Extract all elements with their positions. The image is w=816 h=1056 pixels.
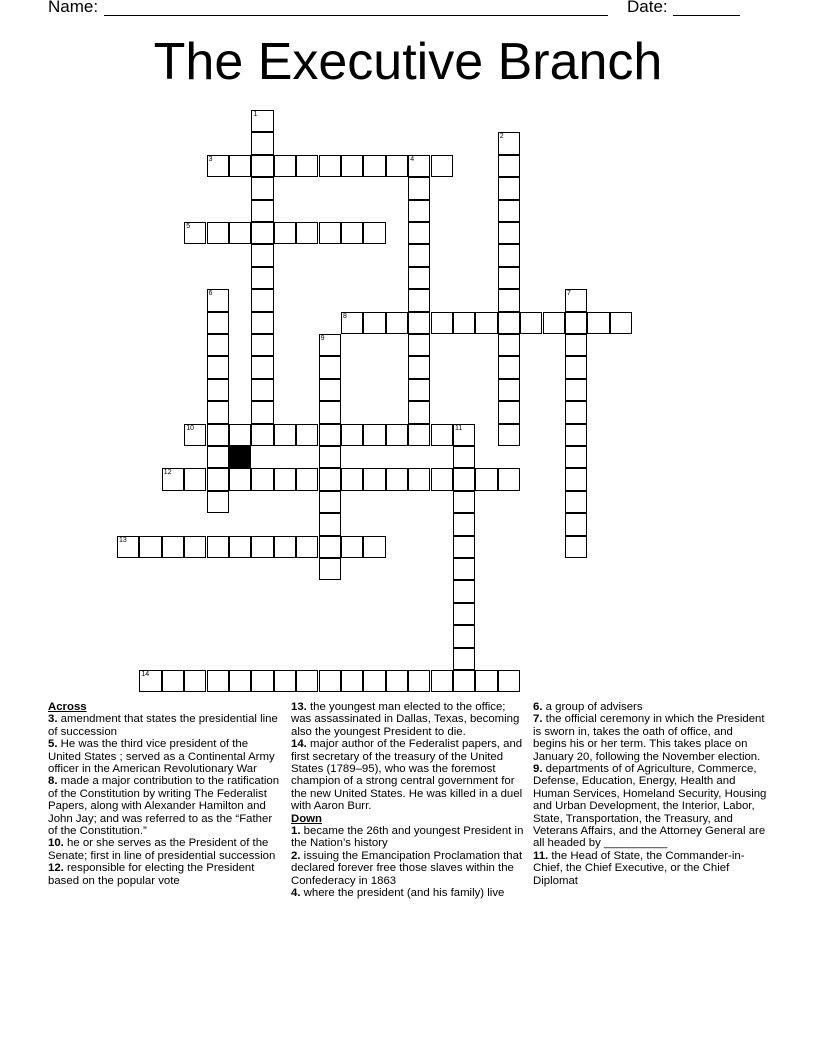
clue-number: 12: [163, 469, 172, 477]
grid-cell[interactable]: [408, 424, 430, 446]
grid-cell[interactable]: [565, 379, 587, 401]
grid-cell[interactable]: [139, 670, 161, 692]
across-clue: [291, 738, 526, 812]
clue-text: responsible for electing the President based on the popular vote: [48, 862, 255, 887]
grid-cell[interactable]: [184, 670, 206, 692]
grid-cell[interactable]: [162, 670, 184, 692]
grid-cell[interactable]: [498, 244, 520, 266]
across-clue: [291, 701, 526, 738]
grid-cell[interactable]: [139, 536, 161, 558]
grid-cell[interactable]: [251, 132, 273, 154]
grid-cell[interactable]: [207, 468, 229, 490]
grid-cell[interactable]: [453, 468, 475, 490]
grid-cell[interactable]: [319, 222, 341, 244]
grid-cell[interactable]: [363, 155, 385, 177]
grid-cell[interactable]: [274, 670, 296, 692]
grid-cell[interactable]: [207, 536, 229, 558]
grid-block: [229, 446, 251, 468]
grid-cell[interactable]: [296, 155, 318, 177]
grid-cell[interactable]: [498, 401, 520, 423]
grid-cell[interactable]: [498, 312, 520, 334]
grid-cell[interactable]: [319, 491, 341, 513]
down-clue: [533, 850, 768, 887]
clue-num: 4.: [291, 887, 301, 900]
grid-cell[interactable]: [498, 379, 520, 401]
clue-text: where the president (and his family) live: [300, 887, 505, 900]
grid-cell[interactable]: [408, 468, 430, 490]
grid-cell[interactable]: [229, 468, 251, 490]
grid-cell[interactable]: [207, 670, 229, 692]
grid-cell[interactable]: [431, 155, 453, 177]
clue-text: made a major contribution to the ratification of the Constitution by writing The Federalist Papers, along with Alexander Hamilton and John Jay; and was referred to as the “Father of the Constitution.”: [48, 775, 280, 838]
across-clue: [48, 738, 280, 775]
grid-cell[interactable]: [587, 312, 609, 334]
grid-cell[interactable]: [341, 312, 363, 334]
grid-cell[interactable]: [386, 312, 408, 334]
grid-cell[interactable]: [319, 558, 341, 580]
grid-cell[interactable]: [408, 267, 430, 289]
grid-cell[interactable]: [408, 289, 430, 311]
grid-cell[interactable]: [251, 155, 273, 177]
grid-cell[interactable]: [229, 424, 251, 446]
grid-cell[interactable]: [610, 312, 632, 334]
grid-cell[interactable]: [565, 289, 587, 311]
down-clue: [291, 825, 526, 850]
grid-cell[interactable]: [565, 424, 587, 446]
grid-cell[interactable]: [453, 536, 475, 558]
clue-number: 6: [208, 290, 213, 298]
grid-cell[interactable]: [565, 356, 587, 378]
clue-text: the youngest man elected to the office; was assassinated in Dallas, Texas, becoming also the youngest President to die.: [291, 701, 520, 738]
clue-text: the Head of State, the Commander-in-Chief, the Chief Executive, or the Chief Diplomat: [533, 849, 745, 887]
grid-cell[interactable]: [498, 468, 520, 490]
across-clue: [48, 862, 280, 887]
clues-column-1: [48, 701, 280, 887]
down-clue: [291, 850, 526, 887]
grid-cell[interactable]: [319, 670, 341, 692]
grid-cell[interactable]: [229, 536, 251, 558]
grid-cell[interactable]: [475, 670, 497, 692]
grid-cell[interactable]: [341, 155, 363, 177]
grid-cell[interactable]: [251, 379, 273, 401]
grid-cell[interactable]: [251, 312, 273, 334]
grid-cell[interactable]: [251, 424, 273, 446]
clue-num: 8.: [48, 775, 58, 788]
page-title: The Executive Branch: [153, 33, 663, 91]
grid-cell[interactable]: [453, 491, 475, 513]
grid-cell[interactable]: [207, 312, 229, 334]
grid-cell[interactable]: [498, 177, 520, 199]
clue-text: He was the third vice president of the United States ; served as a Continental Army officer in the American Revolutionary War: [48, 738, 275, 776]
clue-number: 4: [410, 155, 415, 163]
grid-cell[interactable]: [498, 200, 520, 222]
grid-cell[interactable]: [363, 222, 385, 244]
grid-cell[interactable]: [498, 289, 520, 311]
grid-cell[interactable]: [498, 132, 520, 154]
grid-cell[interactable]: [207, 379, 229, 401]
grid-cell[interactable]: [363, 536, 385, 558]
grid-cell[interactable]: [251, 334, 273, 356]
grid-cell[interactable]: [386, 424, 408, 446]
grid-cell[interactable]: [251, 536, 273, 558]
across-clue: [48, 775, 280, 837]
grid-cell[interactable]: [319, 536, 341, 558]
grid-cell[interactable]: [543, 312, 565, 334]
grid-cell[interactable]: [408, 312, 430, 334]
grid-cell[interactable]: [251, 110, 273, 132]
grid-cell[interactable]: [363, 468, 385, 490]
grid-cell[interactable]: [475, 468, 497, 490]
grid-cell[interactable]: [319, 513, 341, 535]
grid-cell[interactable]: [319, 401, 341, 423]
clue-text: major author of the Federalist papers, and first secretary of the treasury of the United States (1789–95), who was the foremost champion of a strong central government for the new United States. He was killed in a duel with Aaron Burr.: [291, 738, 523, 813]
name-label: Name:: [48, 0, 99, 16]
grid-cell[interactable]: [319, 424, 341, 446]
grid-cell[interactable]: [117, 536, 139, 558]
grid-cell[interactable]: [184, 536, 206, 558]
grid-cell[interactable]: [431, 424, 453, 446]
clue-num: 11.: [533, 849, 549, 862]
grid-cell[interactable]: [453, 558, 475, 580]
grid-cell[interactable]: [363, 312, 385, 334]
grid-cell[interactable]: [498, 670, 520, 692]
grid-cell[interactable]: [207, 424, 229, 446]
grid-cell[interactable]: [453, 603, 475, 625]
grid-cell[interactable]: [565, 536, 587, 558]
grid-cell[interactable]: [251, 670, 273, 692]
grid-cell[interactable]: [251, 401, 273, 423]
down-heading: Down: [291, 812, 323, 825]
clue-text: amendment that states the presidential line of succession: [48, 713, 278, 738]
grid-cell[interactable]: [565, 491, 587, 513]
clue-number: 5: [186, 223, 191, 230]
down-clue: [533, 713, 768, 763]
grid-cell[interactable]: [162, 468, 184, 490]
clue-text: he or she serves as the President of the Senate; first in line of presidential succession: [48, 837, 276, 862]
grid-cell[interactable]: [475, 312, 497, 334]
across-heading: Across: [48, 701, 87, 713]
grid-cell[interactable]: [319, 155, 341, 177]
grid-cell[interactable]: [341, 670, 363, 692]
grid-cell[interactable]: [431, 468, 453, 490]
across-clue: [48, 713, 280, 738]
grid-cell[interactable]: [408, 244, 430, 266]
grid-cell[interactable]: [453, 648, 475, 670]
grid-cell[interactable]: [229, 155, 251, 177]
grid-cell[interactable]: [207, 222, 229, 244]
grid-cell[interactable]: [408, 200, 430, 222]
grid-cell[interactable]: [408, 356, 430, 378]
grid-cell[interactable]: [341, 468, 363, 490]
grid-cell[interactable]: [251, 356, 273, 378]
grid-cell[interactable]: [431, 670, 453, 692]
grid-cell[interactable]: [184, 424, 206, 446]
grid-cell[interactable]: [319, 356, 341, 378]
clue-number: 3: [208, 155, 213, 163]
clues-column-3: [533, 701, 768, 887]
grid-cell[interactable]: [319, 446, 341, 468]
grid-cell[interactable]: [386, 468, 408, 490]
clue-text: departments of of Agriculture, Commerce, Defense, Education, Energy, Health and Human Services, Homeland Security, Housing and Urban Development, the Interior, Labor, State, Transportation, the Treasury, and Veterans Affairs, and the Attorney General are all headed by __________: [533, 763, 767, 850]
grid-cell[interactable]: [453, 513, 475, 535]
grid-cell[interactable]: [229, 222, 251, 244]
grid-cell[interactable]: [386, 155, 408, 177]
grid-cell[interactable]: [453, 446, 475, 468]
grid-cell[interactable]: [408, 334, 430, 356]
grid-cell[interactable]: [341, 536, 363, 558]
grid-cell[interactable]: [453, 580, 475, 602]
grid-cell[interactable]: [565, 401, 587, 423]
grid-cell[interactable]: [565, 513, 587, 535]
grid-cell[interactable]: [207, 491, 229, 513]
grid-cell[interactable]: [565, 312, 587, 334]
grid-cell[interactable]: [408, 379, 430, 401]
grid-cell[interactable]: [453, 424, 475, 446]
grid-cell[interactable]: [408, 401, 430, 423]
grid-cell[interactable]: [498, 356, 520, 378]
grid-cell[interactable]: [386, 670, 408, 692]
grid-cell[interactable]: [363, 424, 385, 446]
grid-cell[interactable]: [498, 222, 520, 244]
clue-number: 1: [253, 111, 258, 118]
grid-cell[interactable]: [565, 334, 587, 356]
grid-cell[interactable]: [162, 536, 184, 558]
grid-cell[interactable]: [408, 222, 430, 244]
clue-num: 10.: [48, 837, 64, 850]
clue-text: issuing the Emancipation Proclamation that declared forever free those slaves within the Confederacy in 1863: [291, 849, 523, 887]
grid-cell[interactable]: [274, 424, 296, 446]
grid-cell[interactable]: [296, 670, 318, 692]
grid-cell[interactable]: [207, 356, 229, 378]
grid-cell[interactable]: [565, 468, 587, 490]
grid-cell[interactable]: [498, 155, 520, 177]
clue-number: 9: [320, 335, 325, 342]
clue-num: 6.: [533, 701, 543, 713]
grid-cell[interactable]: [229, 670, 251, 692]
clue-num: 2.: [291, 849, 301, 862]
grid-cell[interactable]: [207, 446, 229, 468]
grid-cell[interactable]: [251, 222, 273, 244]
clue-number: 2: [499, 133, 504, 141]
down-clue: [533, 701, 768, 713]
clue-number: 11: [455, 424, 463, 432]
clue-number: 13: [119, 536, 127, 544]
clue-num: 14.: [291, 738, 307, 751]
down-clue: [533, 763, 768, 850]
across-clue: [48, 837, 280, 862]
grid-cell[interactable]: [296, 536, 318, 558]
grid-cell[interactable]: [296, 424, 318, 446]
grid-cell[interactable]: [251, 177, 273, 199]
grid-cell[interactable]: [251, 267, 273, 289]
grid-cell[interactable]: [251, 200, 273, 222]
grid-cell[interactable]: [498, 334, 520, 356]
grid-cell[interactable]: [453, 312, 475, 334]
grid-cell[interactable]: [207, 401, 229, 423]
grid-cell[interactable]: [408, 177, 430, 199]
grid-cell[interactable]: [274, 536, 296, 558]
grid-cell[interactable]: [274, 222, 296, 244]
clue-text: the official ceremony in which the President is sworn in, takes the oath of office, and begins his or her term. This takes place on January 20, following the November election.: [533, 713, 765, 763]
grid-cell[interactable]: [498, 424, 520, 446]
grid-cell[interactable]: [319, 334, 341, 356]
grid-cell[interactable]: [274, 155, 296, 177]
clue-text: a group of advisers: [542, 701, 643, 713]
grid-cell[interactable]: [520, 312, 542, 334]
grid-cell[interactable]: [408, 155, 430, 177]
clue-num: 12.: [48, 862, 64, 875]
grid-cell[interactable]: [363, 670, 385, 692]
date-label: Date:: [627, 0, 668, 16]
grid-cell[interactable]: [207, 334, 229, 356]
grid-cell[interactable]: [498, 267, 520, 289]
clues-column-2: [291, 701, 526, 900]
clue-number: 14: [141, 671, 150, 678]
grid-cell[interactable]: [184, 468, 206, 490]
clue-number: 7: [567, 290, 571, 298]
clue-num: 13.: [291, 701, 307, 713]
clue-number: 8: [343, 312, 347, 320]
clue-text: became the 26th and youngest President in the Nation’s history: [291, 825, 524, 850]
grid-cell[interactable]: [251, 468, 273, 490]
grid-cell[interactable]: [319, 379, 341, 401]
clue-num: 5.: [48, 738, 58, 751]
grid-cell[interactable]: [453, 625, 475, 647]
clue-num: 7.: [533, 713, 543, 726]
grid-cell[interactable]: [251, 289, 273, 311]
grid-cell[interactable]: [207, 289, 229, 311]
grid-cell[interactable]: [565, 446, 587, 468]
grid-cell[interactable]: [341, 222, 363, 244]
grid-cell[interactable]: [184, 222, 206, 244]
grid-cell[interactable]: [251, 244, 273, 266]
grid-cell[interactable]: [296, 222, 318, 244]
clue-num: 1.: [291, 825, 301, 838]
grid-cell[interactable]: [319, 468, 341, 490]
grid-cell[interactable]: [207, 155, 229, 177]
down-clue: [291, 887, 526, 899]
clue-num: 9.: [533, 763, 543, 776]
grid-cell[interactable]: [274, 468, 296, 490]
grid-cell[interactable]: [341, 424, 363, 446]
grid-cell[interactable]: [408, 670, 430, 692]
clue-number: 10: [186, 424, 194, 432]
grid-cell[interactable]: [296, 468, 318, 490]
grid-cell[interactable]: [453, 670, 475, 692]
clue-num: 3.: [48, 713, 58, 726]
grid-cell[interactable]: [431, 312, 453, 334]
